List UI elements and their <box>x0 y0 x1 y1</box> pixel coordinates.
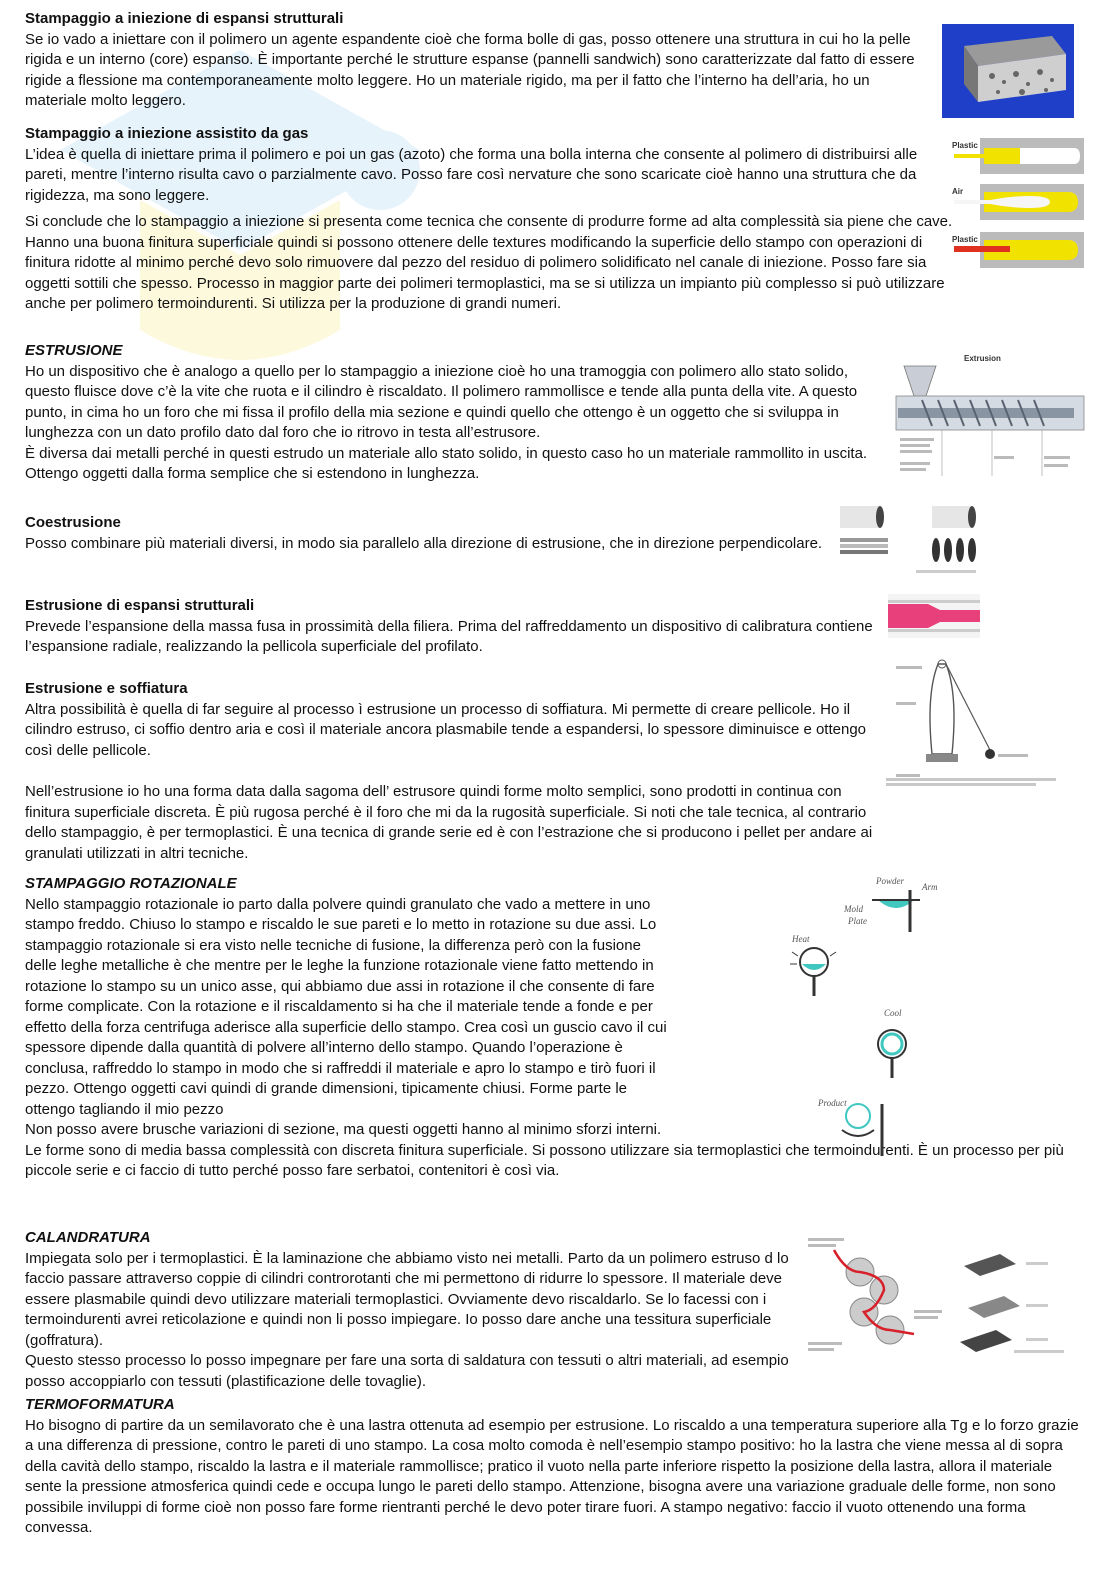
section-estrusione <box>25 341 875 485</box>
section-assistito-gas <box>25 124 930 206</box>
gas-cavity-1 <box>1020 148 1080 164</box>
blown-film-winder <box>985 749 995 759</box>
rot-label-arm: Arm <box>922 882 938 892</box>
rot-heat-rays <box>790 952 836 964</box>
rot-step-product <box>842 1104 882 1156</box>
paragraph-calandratura-1: Impiegata solo per i termoplastici. È la laminazione che abbiamo visto nei metalli. Parto da un polimero estruso d lo faccio passare attraverso coppie di cilindri controrotanti che mi permettono di ridurre lo spessore. Il materiale deve essere plasmabile quindi devo utilizzare materiali termoplastici. Ovviamente devo riscaldarlo. Se lo facessi con i termoindurenti avrei reticolazione e quindi non li posso impiegare. Io posso dare anche una tessitura superficiale (goffratura). <box>25 1249 789 1349</box>
extruder-title: Extrusion <box>964 354 1001 363</box>
paragraph-termoformatura: Ho bisogno di partire da un semilavorato che è una lastra ottenuta ad esempio per estrusione. Lo riscaldo a una temperatura superiore alla Tg e lo forzo grazie a una differenza di pressione, contro le pareti di uno stampo. La cosa molto comoda è nell’esempio stampo positivo: ho la lastra che viene messa al di sopra della cavità dello stampo, riscaldo la lastra e il materiale rammollisce; pratico il vuoto nella parte inferiore rispetto la posizione della lastra, allora il materiale sente la pressione atmosferica quindi cede e occupa lungo le pareti dello stampo. Attenzione, bisogna avere una variazione graduale delle forme, non sono possibile inviluppi di forme cioè non posso fare forme rientranti perché le devo poter tirare fuori. A stampo negativo: faccio il vuoto ottenendo una forma convessa. <box>25 1416 1079 1536</box>
blown-film-die <box>926 754 958 762</box>
rot-step-cool <box>878 1030 906 1078</box>
blown-film-bubble <box>930 664 954 754</box>
rot-label-cool: Cool <box>884 1008 902 1018</box>
section-estrusione-espansi <box>25 596 875 658</box>
heading-estrusione-espansi: Estrusione di espansi strutturali <box>25 597 255 614</box>
extruder-annotation-blocks <box>900 438 1070 471</box>
foam-extrusion-die-top <box>888 600 980 603</box>
heading-stampaggio-rotazionale: STAMPAGGIO ROTAZIONALE <box>25 875 237 892</box>
gas-stage-2 <box>952 184 1084 220</box>
rot-label-powder: Powder <box>876 876 904 886</box>
section-calandratura <box>25 1228 800 1392</box>
coex-tube-2-end <box>968 506 976 528</box>
section-conclusione-iniezione <box>25 212 955 315</box>
blown-film-caption-2 <box>886 783 1036 786</box>
gas-stage-3 <box>952 232 1084 268</box>
heading-calandratura: CALANDRATURA <box>25 1229 151 1246</box>
figure-foam-extrusion <box>888 594 980 638</box>
coex-tube-1-end <box>876 506 884 528</box>
rot-step-heat <box>790 948 836 996</box>
rot-melt-heat <box>802 964 826 970</box>
paragraph-estrusione-riepilogo: Nell’estrusione io ho una forma data dalla sagoma dell’ estrusore quindi forme molto semplici, sono prodotti in continua con finitura superficiale discreta. È più rugosa perché è il foro che mi da la rugosità superficiale. Si noti che tale tecnica, al contrario dello stampaggio, è per termoplastici. È una tecnica di grande serie ed è con l’estrazione che si producono i pellet per andare ai granulati utilizzati in altri tecniche. <box>25 783 873 862</box>
calender-product-labels <box>1014 1262 1064 1353</box>
rot-step-fill <box>872 890 920 932</box>
coex-layered-bar <box>840 538 888 554</box>
blown-film-labels <box>896 666 1028 777</box>
section-termoformatura <box>25 1395 1085 1539</box>
section-espansi-strutturali <box>25 9 930 112</box>
figure-coextrusion <box>836 500 996 580</box>
paragraph-coestrusione: Posso combinare più materiali diversi, in modo sia parallelo alla direzione di estrusione, che in direzione perpendicolare. <box>25 534 823 552</box>
heading-coestrusione: Coestrusione <box>25 514 121 531</box>
figure-rotational-molding <box>778 872 958 1162</box>
paragraph-assistito-gas: L’idea è quella di iniettare prima il polimero e poi un gas (azoto) che forma una bolla interna che consente al polimero di distribuirsi alle pareti, mentre l’interno risulta cavo o parzialmente cavo. Posso fare così nervature che sono scaricate cioè hanno una struttura che da rigidezza, ma sono leggere. <box>25 145 918 204</box>
section-estrusione-riepilogo <box>25 782 880 864</box>
paragraph-conclusione-iniezione: Si conclude che lo stampaggio a iniezione si presenta come tecnica che consente di produrre forme ad alta complessità sia piene che cave. Hanno una buona finitura superficiale quindi si possono ottenere delle textures modificando la superficie dello stampo con operazioni di finitura ridotte al minimo perché devo solo rimuovere dal pezzo del residuo di polimero solidificato nel canale di iniezione. Posso fare sia oggetti sottili che spesso. Processo in maggior parte dei polimeri termoplastici, ma se si utilizza un impianto più complesso si può utilizzare anche per polimero termoindurenti. Si utilizza per la produzione di grandi numeri. <box>25 213 953 312</box>
section-coestrusione <box>25 513 835 554</box>
blown-film-caption-1 <box>886 778 1056 781</box>
blown-film-web <box>946 664 990 750</box>
figure-blown-film <box>886 654 1066 786</box>
figure-gas-assisted-molding <box>950 134 1086 270</box>
rot-label-product: Product <box>818 1098 847 1108</box>
extruder-hopper <box>904 366 936 396</box>
rot-label-mold: Mold <box>844 904 863 914</box>
coex-tube-1 <box>840 506 880 528</box>
gas-label-plastic-1: Plastic <box>952 141 978 150</box>
gas-red-core <box>954 246 1010 252</box>
figure-extruder <box>892 352 1092 482</box>
paragraph-rotazionale-1: Nello stampaggio rotazionale io parto dalla polvere quindi granulato che vado a mettere in uno stampo freddo. Chiuso lo stampo e riscaldo le sue pareti e lo metto in rotazione su due assi. Lo stampaggio rotazionale si era visto nelle tecniche di fusione, la differenza però con la fusione delle leghe metalliche è che mentre per le leghe la funzione rotazionale viene fatto mettendo in rotazione lo stampo su un unico asse, qui abbiamo due assi in rotazione il che consente di fare forme complicate. Con la rotazione e il riscaldamento si ha che il materiale tende a fonde e per effetto della forza centrifuga aderisce alla superficie dello stampo. Crea così un guscio cavo il cui spessore dipende dalla quantità di polvere all’interno dello stampo. Quando l’operazione è conclusa, raffreddo lo stampo in modo che si raffreddi il materiale e apro lo stampo e tirò fuori il pezzo. Ottengo oggetti cavi quindi di grande dimensioni, tipicamente chiusi. Forme parte le ottengo tagliando il mio pezzo <box>25 895 667 1118</box>
heading-estrusione-soffiatura: Estrusione e soffiatura <box>25 680 188 697</box>
paragraph-rotazionale-2: Non posso avere brusche variazioni di sezione, ma questi oggetti hanno al minimo sforzi interni. <box>25 1121 662 1138</box>
paragraph-calandratura-2: Questo stesso processo lo posso impegnare per fare una sorta di saldatura con tessuti o altri materiali, ad esempio posso accoppiarlo con tessuti (plastificazione delle tovaglie). <box>25 1352 789 1390</box>
calender-product-sheets <box>960 1254 1020 1352</box>
coex-rings <box>932 538 976 562</box>
paragraph-rotazionale-3: Le forme sono di media bassa complessità con discreta finitura superficiale. Si possono utilizzare sia termoplastici che termoindurenti. È un processo per più piccole serie e ci faccio di tutto perché posso fare serbatoi, contenitori è così via. <box>25 1141 1064 1179</box>
rot-shell-cool <box>882 1034 902 1054</box>
extruder-zone-lines <box>942 430 1042 476</box>
heading-termoformatura: TERMOFORMATURA <box>25 1396 175 1413</box>
figure-sandwich-panel <box>942 24 1074 118</box>
gas-stage-1 <box>952 138 1084 174</box>
foam-extrusion-die-bottom <box>888 629 980 632</box>
heading-assistito-gas: Stampaggio a iniezione assistito da gas <box>25 125 309 142</box>
paragraph-estrusione-1: Ho un dispositivo che è analogo a quello per lo stampaggio a iniezione cioè ho una tramoggia con polimero allo stato solido, questo fluisce dove c’è la vite che ruota e il cilindro è riscaldato. Il polimero rammollisce e tende alla punta della vite. A questo punto, in cima ho un foro che mi fissa il profilo della mia sezione e quindi quello che ottengo è un oggetto che si sviluppa in lunghezza con un dato profilo dato dal foro che io ritrovo in testa all’estrusore. <box>25 362 858 441</box>
paragraph-espansi-strutturali: Se io vado a iniettare con il polimero un agente espandente cioè che forma bolle di gas, posso ottenere una struttura in cui ho la pelle rigida e un interno (core) espanso. È importante perché le strutture espanse (pannelli sandwich) sono caratterizzate dal fatto di essere rigide a flessione ma contemporaneamente molto leggere. Ho un materiale rigido, ma per il fatto che l’interno ha dell’aria, ho un materiale molto leggero. <box>25 30 915 109</box>
rot-label-heat: Heat <box>792 934 810 944</box>
rot-cradle <box>842 1130 874 1136</box>
gas-label-air: Air <box>952 187 964 196</box>
rot-label-plate: Plate <box>848 916 867 926</box>
coex-caption-line <box>916 570 976 573</box>
extruder-screw-shaft <box>898 408 1074 418</box>
coex-tube-2 <box>932 506 972 528</box>
paragraph-estrusione-espansi: Prevede l’espansione della massa fusa in prossimità della filiera. Prima del raffreddamento un dispositivo di calibratura contiene l’espansione radiale, realizzando la pellicola superficiale del profilato. <box>25 617 873 655</box>
rot-product <box>846 1104 870 1128</box>
heading-estrusione: ESTRUSIONE <box>25 342 123 359</box>
paragraph-estrusione-soffiatura: Altra possibilità è quella di far seguire al processo ì estrusione un processo di soffiatura. Mi permette di creare pellicole. Ho il cilindro estruso, ci soffio dentro aria e così il materiale ancora plasmabile tende a espandersi, lo spessore diminuisce e ottengo così delle pellicole. <box>25 700 867 759</box>
heading-espansi-strutturali: Stampaggio a iniezione di espansi strutturali <box>25 10 344 27</box>
gas-polymer-1 <box>954 148 1028 164</box>
figure-calendering <box>804 1230 1074 1360</box>
rot-mold-heat <box>800 948 828 976</box>
gas-label-plastic-2: Plastic <box>952 235 978 244</box>
paragraph-estrusione-2: È diversa dai metalli perché in questi estrudo un materiale allo stato solido, in questo caso ho un materiale rammollito in uscita. Ottengo oggetti dalla forma semplice che si estendono in lunghezza. <box>25 444 868 482</box>
section-estrusione-soffiatura <box>25 679 875 761</box>
